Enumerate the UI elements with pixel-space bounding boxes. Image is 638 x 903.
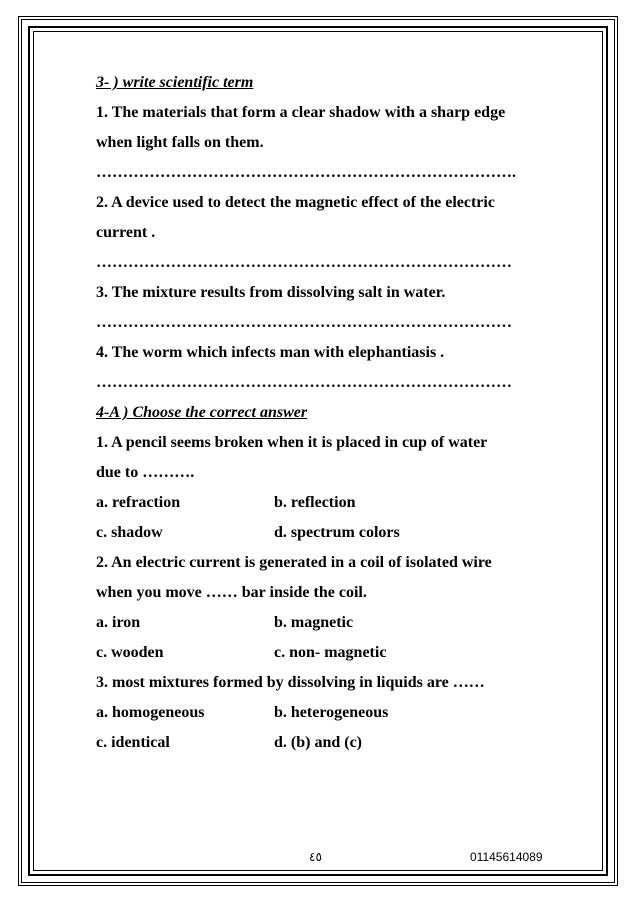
option-row: [96, 698, 556, 728]
option: b. heterogeneous: [274, 704, 389, 721]
option-row: [96, 518, 556, 548]
option-row: [96, 608, 556, 638]
option: a. iron: [96, 614, 141, 631]
option-row: [96, 728, 556, 758]
option: a. refraction: [96, 494, 181, 511]
option: a. homogeneous: [96, 704, 205, 721]
answer-blank: …………………………………………………………………….: [96, 164, 516, 181]
option-row: [96, 638, 556, 668]
section3-heading: 3- ) write scientific term: [96, 74, 254, 91]
option: c. identical: [96, 734, 170, 751]
section3-line: 1. The materials that form a clear shadow with a sharp edge: [96, 104, 506, 121]
question-text: when you move …… bar inside the coil.: [96, 584, 367, 601]
option: d. (b) and (c): [274, 734, 363, 751]
answer-blank: ……………………………………………………………………: [96, 374, 512, 391]
option: c. wooden: [96, 644, 164, 661]
option: c. shadow: [96, 524, 163, 541]
section3-line: 3. The mixture results from dissolving salt in water.: [96, 284, 446, 301]
option-row: [96, 488, 556, 518]
question-text: due to ……….: [96, 464, 195, 481]
question-text: 2. An electric current is generated in a coil of isolated wire: [96, 554, 492, 571]
worksheet-content: [96, 68, 556, 758]
answer-blank: ……………………………………………………………………: [96, 254, 512, 271]
section3-line: when light falls on them.: [96, 134, 264, 151]
section3-line: 4. The worm which infects man with elephantiasis .: [96, 344, 445, 361]
option: d. spectrum colors: [274, 524, 400, 541]
section3-line: 2. A device used to detect the magnetic effect of the electric: [96, 194, 495, 211]
option: b. magnetic: [274, 614, 354, 631]
option: c. non- magnetic: [274, 644, 387, 661]
section3-line: current .: [96, 224, 156, 241]
question-text: 1. A pencil seems broken when it is placed in cup of water: [96, 434, 488, 451]
question-text: 3. most mixtures formed by dissolving in liquids are ……: [96, 674, 485, 691]
option: b. reflection: [274, 494, 356, 511]
page-number: ٤٥: [309, 850, 322, 864]
section4-heading: 4-A ) Choose the correct answer: [96, 404, 308, 421]
phone-number: 01145614089: [470, 850, 543, 864]
answer-blank: ……………………………………………………………………: [96, 314, 512, 331]
